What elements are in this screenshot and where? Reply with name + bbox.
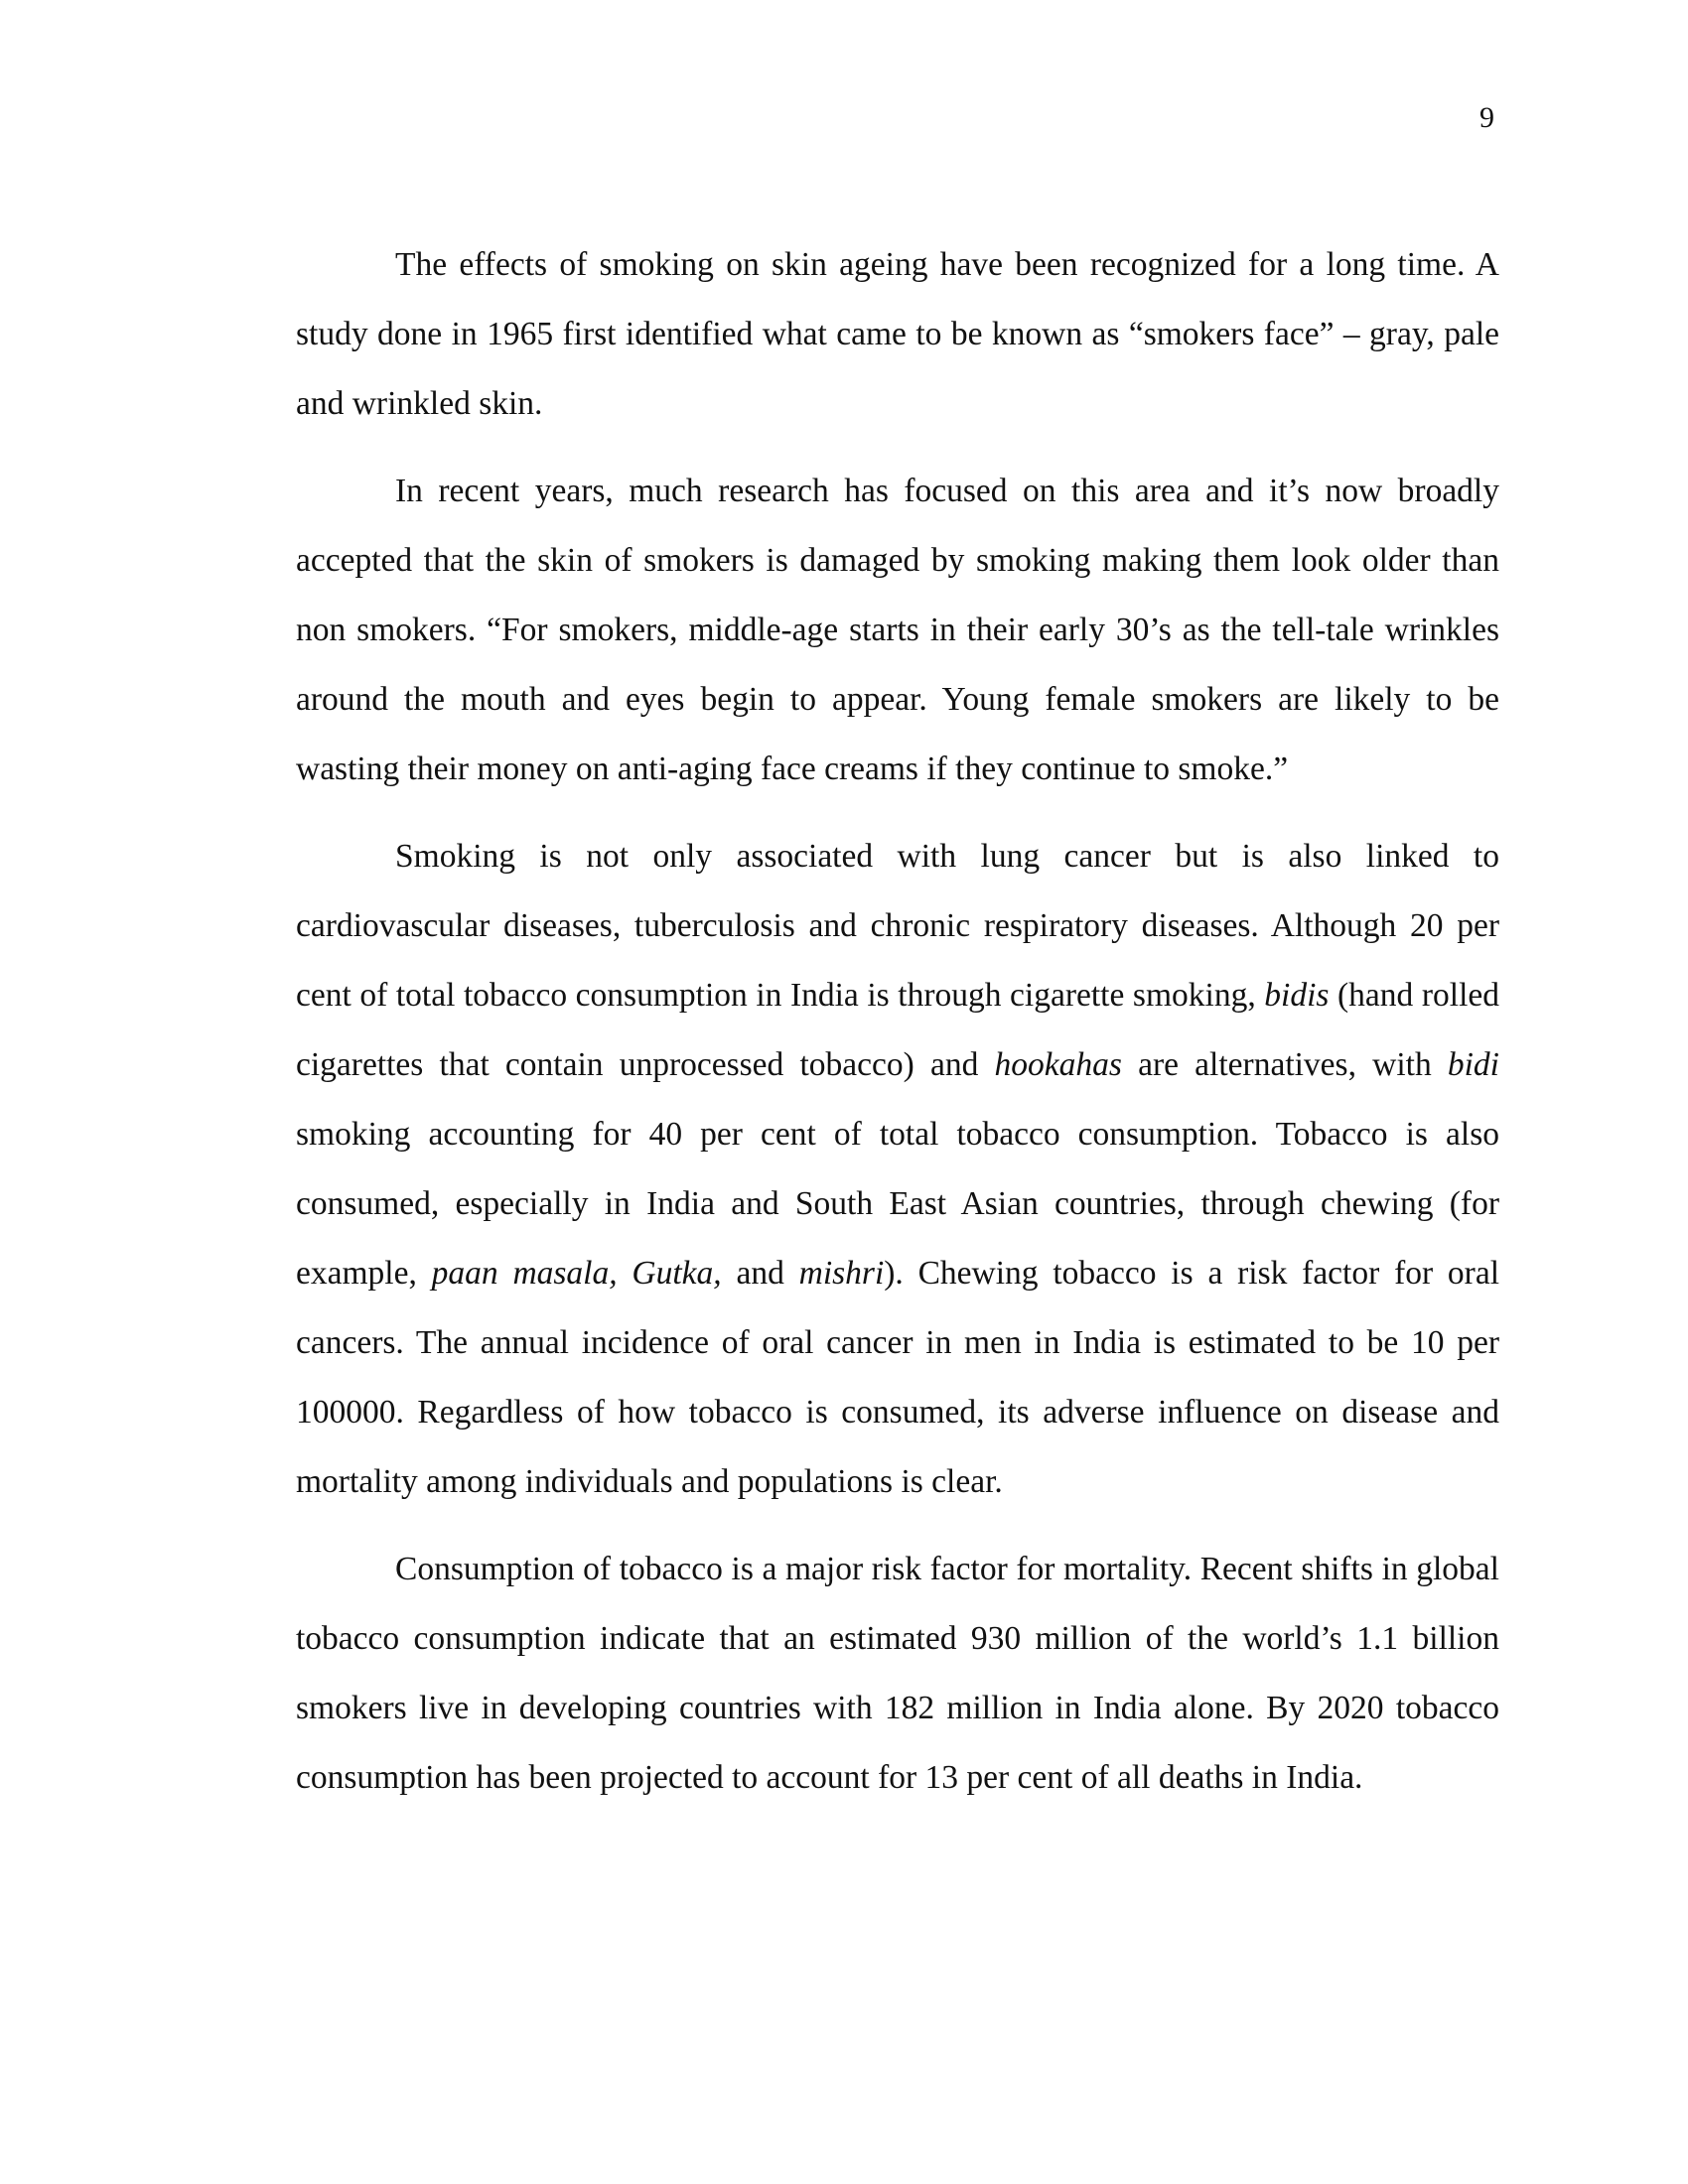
text-run: and	[721, 1255, 799, 1292]
text-run: (hand rolled cigarettes that contain unprocessed tobacco) and	[296, 977, 1499, 1083]
italic-term: hookahas	[994, 1046, 1122, 1083]
text-run: are alternatives, with	[1121, 1046, 1448, 1083]
text-run: smoking accounting for 40 per cent of total tobacco consumption. Tobacco is also consumed, especially in India and South East Asian countries, through chewing (for example,	[296, 1116, 1499, 1292]
paragraph-research	[296, 457, 1499, 804]
page-number: 9	[1479, 101, 1494, 134]
text-run: Smoking is not only associated with lung cancer but is also linked to cardiovascular diseases, tuberculosis and chronic respiratory diseases. Although 20 per cent of total tobacco consumption in India is through cigarette smoking,	[296, 838, 1499, 1014]
paragraph-skin-ageing	[296, 230, 1499, 439]
paragraph-smoking-diseases	[296, 822, 1499, 1517]
italic-term: paan masala, Gutka,	[431, 1255, 722, 1292]
italic-term: bidi	[1447, 1046, 1499, 1083]
text-run: ). Chewing tobacco is a risk factor for oral cancers. The annual incidence of oral cancer in men in India is estimated to be 10 per 100000. Regardless of how tobacco is consumed, its adverse influence on disease and mortality among individuals and populations is clear.	[296, 1255, 1500, 1500]
paragraph-consumption-mortality	[296, 1535, 1499, 1813]
text-run: In recent years, much research has focused on this area and it’s now broadly accepted that the skin of smokers is damaged by smoking making them look older than non smokers. “For smokers, middle-age starts in their early 30’s as the tell-tale wrinkles around the mouth and eyes begin to appear. Young female smokers are likely to be wasting their money on anti-aging face creams if they continue to smoke.”	[296, 473, 1499, 787]
italic-term: mishri	[798, 1255, 885, 1292]
italic-term: bidis	[1264, 977, 1330, 1014]
text-run: The effects of smoking on skin ageing have been recognized for a long time. A study done in 1965 first identified what came to be known as “smokers face” – gray, pale and wrinkled skin.	[296, 246, 1499, 422]
document-body	[296, 230, 1499, 1813]
text-run: Consumption of tobacco is a major risk factor for mortality. Recent shifts in global tobacco consumption indicate that an estimated 930 million of the world’s 1.1 billion smokers live in developing countries with 182 million in India alone. By 2020 tobacco consumption has been projected to account for 13 per cent of all deaths in India.	[296, 1551, 1499, 1796]
